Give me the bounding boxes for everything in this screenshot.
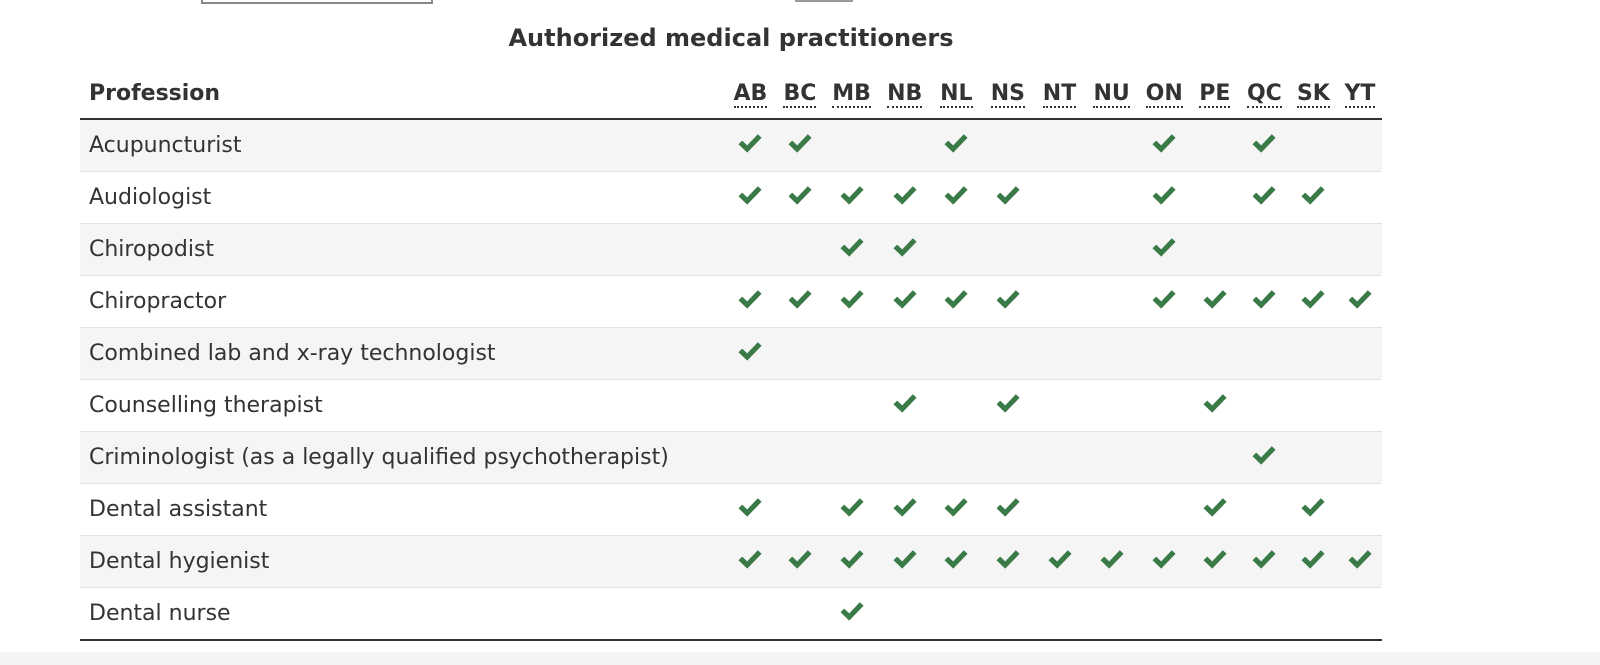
check-icon xyxy=(1300,496,1326,518)
cell-yt xyxy=(1338,484,1382,536)
cell-yt xyxy=(1338,276,1382,328)
cell-ns xyxy=(981,588,1034,641)
check-icon xyxy=(1300,548,1326,570)
cell-nu xyxy=(1085,484,1139,536)
cell-nt xyxy=(1034,588,1084,641)
check-icon xyxy=(737,496,763,518)
cell-on xyxy=(1139,380,1190,432)
cell-ns xyxy=(981,328,1034,380)
check-icon xyxy=(1251,288,1277,310)
province-header-nl xyxy=(931,68,981,119)
profession-name: Chiropodist xyxy=(80,224,726,276)
cell-ab xyxy=(726,588,775,641)
cell-sk xyxy=(1289,536,1338,588)
cell-nb xyxy=(878,328,931,380)
province-abbr-mb[interactable]: MB xyxy=(832,80,871,106)
check-icon xyxy=(1202,496,1228,518)
check-icon xyxy=(1347,548,1373,570)
cell-ab xyxy=(726,536,775,588)
profession-name: Chiropractor xyxy=(80,276,726,328)
cell-nl xyxy=(931,328,981,380)
check-icon xyxy=(1151,184,1177,206)
cell-on xyxy=(1139,432,1190,484)
cell-sk xyxy=(1289,328,1338,380)
cell-ns xyxy=(981,119,1034,172)
check-icon xyxy=(892,288,918,310)
cell-on xyxy=(1139,172,1190,224)
cell-ab xyxy=(726,119,775,172)
check-icon xyxy=(995,548,1021,570)
profession-name: Counselling therapist xyxy=(80,380,726,432)
check-icon xyxy=(943,184,969,206)
province-abbr-ns[interactable]: NS xyxy=(990,80,1026,106)
cell-bc xyxy=(775,432,825,484)
check-icon xyxy=(892,184,918,206)
cell-ab xyxy=(726,380,775,432)
check-icon xyxy=(839,496,865,518)
check-icon xyxy=(737,288,763,310)
check-icon xyxy=(737,132,763,154)
check-icon xyxy=(737,340,763,362)
cell-on xyxy=(1139,224,1190,276)
province-abbr-sk[interactable]: SK xyxy=(1296,80,1330,106)
cell-ns xyxy=(981,484,1034,536)
province-header-ns xyxy=(981,68,1034,119)
cell-ns xyxy=(981,536,1034,588)
cell-nl xyxy=(931,484,981,536)
cell-sk xyxy=(1289,432,1338,484)
cell-bc xyxy=(775,536,825,588)
profession-name: Dental nurse xyxy=(80,588,726,641)
cell-mb xyxy=(825,328,878,380)
cell-mb xyxy=(825,536,878,588)
profession-name: Combined lab and x-ray technologist xyxy=(80,328,726,380)
cell-sk xyxy=(1289,484,1338,536)
cell-qc xyxy=(1240,588,1289,641)
partial-input-box[interactable] xyxy=(201,0,433,4)
cell-nl xyxy=(931,588,981,641)
profession-name: Dental hygienist xyxy=(80,536,726,588)
cell-mb xyxy=(825,224,878,276)
cell-sk xyxy=(1289,276,1338,328)
province-header-nt xyxy=(1034,68,1084,119)
province-abbr-bc[interactable]: BC xyxy=(783,80,817,106)
cell-yt xyxy=(1338,224,1382,276)
cell-on xyxy=(1139,588,1190,641)
check-icon xyxy=(892,236,918,258)
cell-qc xyxy=(1240,432,1289,484)
cell-bc xyxy=(775,484,825,536)
cell-ab xyxy=(726,328,775,380)
check-icon xyxy=(995,496,1021,518)
cell-ab xyxy=(726,172,775,224)
cell-ab xyxy=(726,432,775,484)
check-icon xyxy=(787,132,813,154)
cell-nb xyxy=(878,484,931,536)
check-icon xyxy=(1151,548,1177,570)
profession-name: Audiologist xyxy=(80,172,726,224)
table-row xyxy=(80,172,1382,224)
cell-nt xyxy=(1034,276,1084,328)
cell-nu xyxy=(1085,172,1139,224)
cell-yt xyxy=(1338,380,1382,432)
cell-qc xyxy=(1240,172,1289,224)
table-row xyxy=(80,484,1382,536)
cell-nu xyxy=(1085,536,1139,588)
cell-sk xyxy=(1289,224,1338,276)
check-icon xyxy=(1300,288,1326,310)
cell-qc xyxy=(1240,119,1289,172)
cell-nb xyxy=(878,276,931,328)
province-header-mb xyxy=(825,68,878,119)
check-icon xyxy=(839,548,865,570)
cell-nb xyxy=(878,224,931,276)
cell-on xyxy=(1139,119,1190,172)
province-abbr-qc[interactable]: QC xyxy=(1246,80,1282,106)
cell-on xyxy=(1139,484,1190,536)
cell-pe xyxy=(1190,536,1240,588)
check-icon xyxy=(892,548,918,570)
table-row xyxy=(80,328,1382,380)
province-abbr-nu[interactable]: NU xyxy=(1093,80,1130,106)
cell-nl xyxy=(931,119,981,172)
cell-yt xyxy=(1338,588,1382,641)
cell-nb xyxy=(878,380,931,432)
cell-nb xyxy=(878,432,931,484)
province-header-nb xyxy=(878,68,931,119)
cell-mb xyxy=(825,380,878,432)
cell-ns xyxy=(981,380,1034,432)
cell-on xyxy=(1139,536,1190,588)
check-icon xyxy=(839,184,865,206)
cell-nu xyxy=(1085,380,1139,432)
cell-mb xyxy=(825,484,878,536)
cell-ab xyxy=(726,484,775,536)
cell-nt xyxy=(1034,432,1084,484)
province-header-nu xyxy=(1085,68,1139,119)
cell-nt xyxy=(1034,380,1084,432)
table-row xyxy=(80,276,1382,328)
cell-nb xyxy=(878,172,931,224)
cell-nb xyxy=(878,119,931,172)
cell-ab xyxy=(726,224,775,276)
cell-bc xyxy=(775,172,825,224)
cell-bc xyxy=(775,588,825,641)
cell-nu xyxy=(1085,276,1139,328)
cell-pe xyxy=(1190,119,1240,172)
cell-bc xyxy=(775,224,825,276)
province-header-pe xyxy=(1190,68,1240,119)
table-row xyxy=(80,380,1382,432)
cell-nl xyxy=(931,276,981,328)
province-header-sk xyxy=(1289,68,1338,119)
check-icon xyxy=(737,548,763,570)
cell-yt xyxy=(1338,172,1382,224)
cell-yt xyxy=(1338,328,1382,380)
cell-ns xyxy=(981,276,1034,328)
check-icon xyxy=(1099,548,1125,570)
cell-nb xyxy=(878,536,931,588)
cell-nl xyxy=(931,380,981,432)
province-abbr-on[interactable]: ON xyxy=(1145,80,1183,106)
cell-ns xyxy=(981,224,1034,276)
province-abbr-nb[interactable]: NB xyxy=(887,80,923,106)
profession-name: Acupuncturist xyxy=(80,119,726,172)
cell-pe xyxy=(1190,588,1240,641)
province-abbr-ab[interactable]: AB xyxy=(733,80,768,106)
cell-nt xyxy=(1034,328,1084,380)
bottom-strip xyxy=(0,652,1600,665)
cell-pe xyxy=(1190,432,1240,484)
table-row xyxy=(80,119,1382,172)
profession-name: Dental assistant xyxy=(80,484,726,536)
profession-name: Criminologist (as a legally qualified psychotherapist) xyxy=(80,432,726,484)
cell-ns xyxy=(981,432,1034,484)
profession-column-header: Profession xyxy=(80,68,726,119)
province-abbr-nl[interactable]: NL xyxy=(940,80,973,106)
cell-mb xyxy=(825,276,878,328)
check-icon xyxy=(839,288,865,310)
check-icon xyxy=(943,132,969,154)
province-header-yt xyxy=(1338,68,1382,119)
check-icon xyxy=(1151,236,1177,258)
check-icon xyxy=(1251,444,1277,466)
table-row xyxy=(80,536,1382,588)
check-icon xyxy=(787,288,813,310)
partial-divider xyxy=(795,0,853,2)
check-icon xyxy=(1151,132,1177,154)
cell-ns xyxy=(981,172,1034,224)
cell-mb xyxy=(825,119,878,172)
check-icon xyxy=(1047,548,1073,570)
cell-sk xyxy=(1289,588,1338,641)
cell-sk xyxy=(1289,172,1338,224)
cell-nl xyxy=(931,172,981,224)
cell-nu xyxy=(1085,432,1139,484)
table-title: Authorized medical practitioners xyxy=(508,24,954,52)
cell-nt xyxy=(1034,224,1084,276)
check-icon xyxy=(787,184,813,206)
check-icon xyxy=(995,392,1021,414)
province-header-qc xyxy=(1240,68,1289,119)
check-icon xyxy=(839,600,865,622)
cell-pe xyxy=(1190,224,1240,276)
table-header-row xyxy=(80,68,1382,119)
cell-pe xyxy=(1190,484,1240,536)
cell-qc xyxy=(1240,536,1289,588)
cell-bc xyxy=(775,380,825,432)
check-icon xyxy=(1251,548,1277,570)
cell-sk xyxy=(1289,380,1338,432)
check-icon xyxy=(787,548,813,570)
cell-nt xyxy=(1034,484,1084,536)
cell-qc xyxy=(1240,276,1289,328)
table-row xyxy=(80,224,1382,276)
cell-on xyxy=(1139,276,1190,328)
check-icon xyxy=(892,392,918,414)
cell-qc xyxy=(1240,380,1289,432)
cell-mb xyxy=(825,172,878,224)
check-icon xyxy=(1202,548,1228,570)
table-body xyxy=(80,119,1382,640)
check-icon xyxy=(839,236,865,258)
province-abbr-yt[interactable]: YT xyxy=(1344,80,1376,106)
check-icon xyxy=(995,288,1021,310)
check-icon xyxy=(1251,184,1277,206)
cell-nu xyxy=(1085,588,1139,641)
cell-ab xyxy=(726,276,775,328)
cell-nt xyxy=(1034,119,1084,172)
cell-qc xyxy=(1240,224,1289,276)
practitioners-table xyxy=(80,68,1382,641)
check-icon xyxy=(1251,132,1277,154)
province-header-on xyxy=(1139,68,1190,119)
province-header-ab xyxy=(726,68,775,119)
cell-pe xyxy=(1190,276,1240,328)
cell-mb xyxy=(825,432,878,484)
check-icon xyxy=(1151,288,1177,310)
province-header-bc xyxy=(775,68,825,119)
cell-on xyxy=(1139,328,1190,380)
cell-nt xyxy=(1034,536,1084,588)
cell-pe xyxy=(1190,172,1240,224)
check-icon xyxy=(1202,288,1228,310)
cell-qc xyxy=(1240,328,1289,380)
province-abbr-nt[interactable]: NT xyxy=(1042,80,1077,106)
cell-nt xyxy=(1034,172,1084,224)
cell-nu xyxy=(1085,119,1139,172)
check-icon xyxy=(1347,288,1373,310)
cell-bc xyxy=(775,276,825,328)
cell-nl xyxy=(931,536,981,588)
check-icon xyxy=(892,496,918,518)
cell-bc xyxy=(775,119,825,172)
cell-bc xyxy=(775,328,825,380)
province-abbr-pe[interactable]: PE xyxy=(1199,80,1231,106)
cell-yt xyxy=(1338,536,1382,588)
check-icon xyxy=(1300,184,1326,206)
cell-qc xyxy=(1240,484,1289,536)
cell-pe xyxy=(1190,328,1240,380)
check-icon xyxy=(737,184,763,206)
table-row xyxy=(80,588,1382,641)
table-row xyxy=(80,432,1382,484)
check-icon xyxy=(943,288,969,310)
cell-yt xyxy=(1338,432,1382,484)
check-icon xyxy=(995,184,1021,206)
cell-nb xyxy=(878,588,931,641)
cell-sk xyxy=(1289,119,1338,172)
cell-yt xyxy=(1338,119,1382,172)
check-icon xyxy=(943,496,969,518)
cell-nl xyxy=(931,432,981,484)
cell-nu xyxy=(1085,224,1139,276)
cell-nu xyxy=(1085,328,1139,380)
cell-nl xyxy=(931,224,981,276)
cell-mb xyxy=(825,588,878,641)
check-icon xyxy=(1202,392,1228,414)
check-icon xyxy=(943,548,969,570)
cell-pe xyxy=(1190,380,1240,432)
